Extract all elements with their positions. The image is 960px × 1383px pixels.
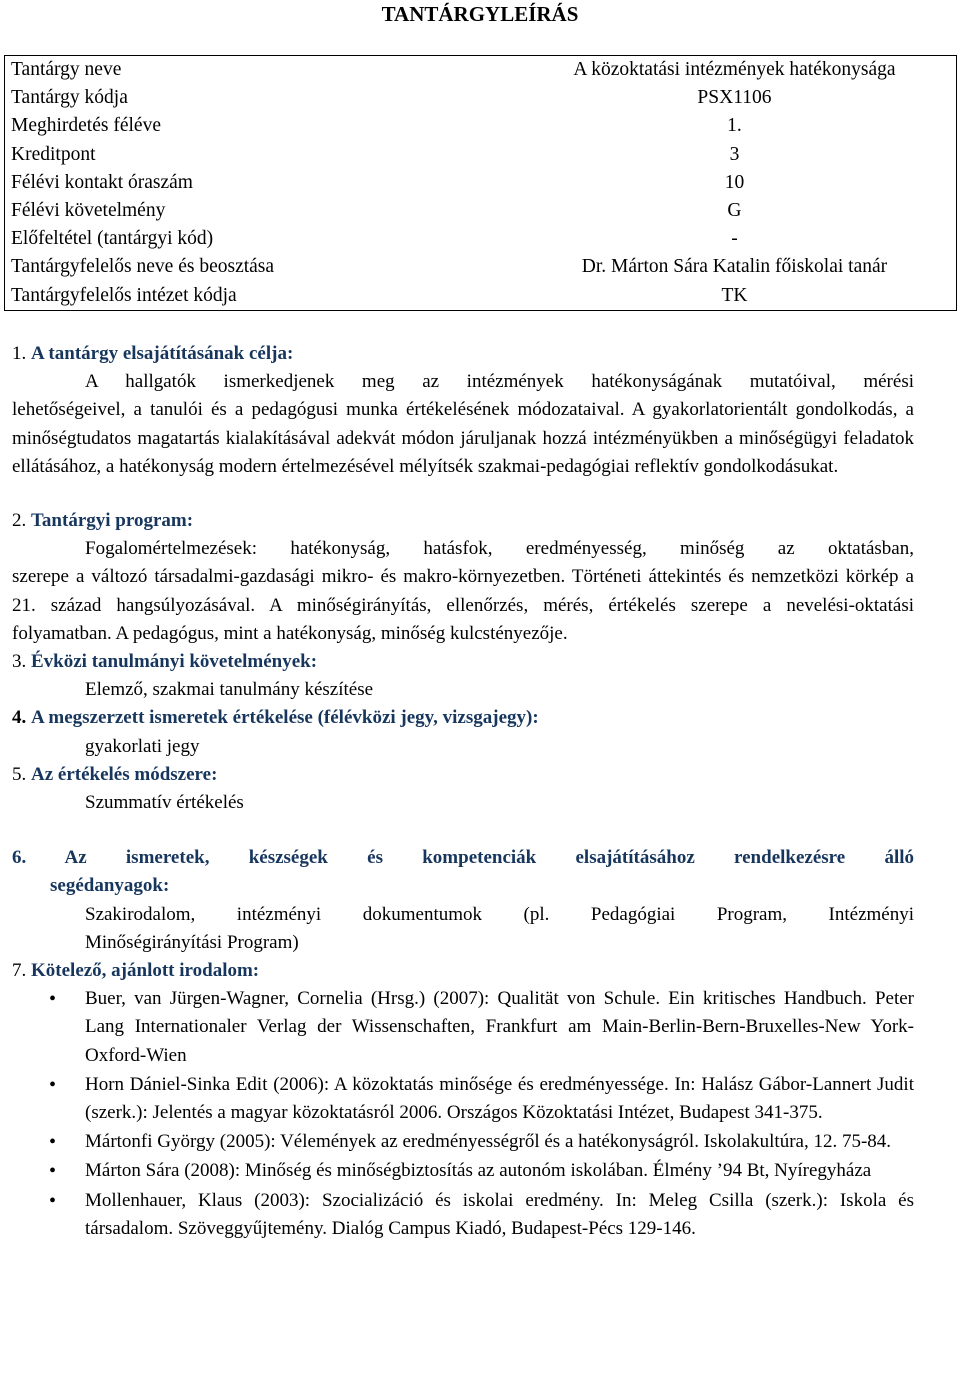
section-5-text: Szummatív értékelés bbox=[85, 792, 244, 814]
section-5-number: 5. bbox=[12, 763, 27, 785]
info-row bbox=[5, 112, 957, 140]
literature-item: • Mollenhauer, Klaus (2003): Szocializáció és iskolai eredmény. In: Meleg Csilla (szerk.): Iskola és társadalom. Szöveggyűjtemény. Dialóg Campus Kiadó, Budapest-Pécs 129-146. bbox=[12, 1187, 914, 1243]
info-value-cell bbox=[433, 282, 957, 311]
info-label: Tantárgyfelelős intézet kódja bbox=[11, 284, 237, 306]
literature-item: • Buer, van Jürgen-Wagner, Cornelia (Hrsg.) (2007): Qualität von Schule. Ein kritisches Handbuch. Peter Lang Internationaler Verlag der Wissenschaften, Frankfurt am Main-Berlin-Bern-Bruxelles-New York-Oxford-Wien bbox=[12, 985, 914, 1070]
info-label: Előfeltétel (tantárgyi kód) bbox=[11, 228, 214, 250]
info-value: 3 bbox=[729, 143, 740, 165]
spacer bbox=[12, 481, 914, 507]
info-value: TK bbox=[721, 284, 748, 306]
section-5-heading bbox=[12, 761, 914, 789]
info-value: 1. bbox=[727, 115, 742, 137]
info-row bbox=[5, 84, 957, 112]
info-label: Kreditpont bbox=[11, 143, 96, 165]
section-6-text bbox=[12, 901, 914, 929]
course-info-body bbox=[5, 56, 957, 311]
section-6-second-line: Minőségirányítási Program) bbox=[85, 931, 299, 953]
section-6-label-line2: segédanyagok: bbox=[50, 875, 170, 897]
info-row bbox=[5, 56, 957, 85]
info-value: G bbox=[727, 200, 742, 222]
course-info-table bbox=[4, 55, 957, 311]
info-value-cell bbox=[433, 225, 957, 253]
section-1-first-line: A hallgatók ismerkedjenek meg az intézmények hatékonyságának mutatóival, mérési bbox=[85, 371, 914, 393]
section-2-heading bbox=[12, 507, 914, 535]
info-label: Tantárgy kódja bbox=[11, 87, 128, 109]
section-2-first-line: Fogalomértelmezések: hatékonyság, hatásfok, eredményesség, minőség az oktatásban, bbox=[85, 538, 914, 560]
literature-list bbox=[12, 985, 914, 1243]
info-value-cell bbox=[433, 169, 957, 197]
spacer bbox=[12, 817, 914, 844]
info-row bbox=[5, 282, 957, 311]
info-row bbox=[5, 169, 957, 197]
section-6-heading bbox=[12, 844, 914, 872]
info-label: Meghirdetés féléve bbox=[11, 115, 161, 137]
section-6-first-line: Szakirodalom, intézményi dokumentumok (pl. Pedagógiai Program, Intézményi bbox=[85, 903, 914, 925]
info-label: Tantárgy neve bbox=[11, 59, 122, 80]
info-value: 10 bbox=[724, 171, 745, 193]
literature-item: • Mártonfi György (2005): Vélemények az eredményességről és a hatékonyságról. Iskolakultúra, 12. 75-84. bbox=[12, 1128, 914, 1156]
section-1-rest: lehetőségeivel, a tanulói és a pedagógusi munka értékelésének módozataival. A gyakorlatorientált gondolkodás, a minőségtudatos magatartás kialakításával adekvát módon járuljanak hozzá intézményükben a minőségügyi feladatok ellátásához, a hatékonyság modern értelmezésével mélyítsék szakmai-pedagógiai reflektív gondolkodásukat. bbox=[12, 399, 914, 477]
section-1-label: A tantárgy elsajátításának célja: bbox=[31, 343, 294, 364]
info-value: PSX1106 bbox=[697, 87, 772, 109]
info-row bbox=[5, 197, 957, 225]
section-1-number: 1. bbox=[12, 343, 27, 364]
section-3-label: Évközi tanulmányi követelmények: bbox=[31, 651, 318, 673]
section-4-label: A megszerzett ismeretek értékelése (félévközi jegy, vizsgajegy): bbox=[31, 707, 539, 729]
section-3-heading bbox=[12, 648, 914, 676]
section-5-label: Az értékelés módszere: bbox=[31, 763, 218, 785]
course-content bbox=[12, 340, 914, 1244]
info-label: Tantárgyfelelős neve és beosztása bbox=[11, 256, 275, 278]
section-2-number: 2. bbox=[12, 510, 27, 532]
info-label: Félévi kontakt óraszám bbox=[11, 171, 193, 193]
info-label: Félévi követelmény bbox=[11, 200, 166, 222]
section-3-number: 3. bbox=[12, 651, 27, 673]
section-7-heading bbox=[12, 957, 914, 985]
info-row bbox=[5, 253, 957, 281]
section-7-number: 7. bbox=[12, 960, 27, 982]
section-1-text bbox=[12, 368, 914, 481]
info-value-cell bbox=[433, 253, 957, 281]
info-value-cell bbox=[433, 112, 957, 140]
info-row bbox=[5, 141, 957, 169]
info-value-cell bbox=[433, 141, 957, 169]
section-6-number: 6. bbox=[12, 847, 27, 869]
literature-item: • Horn Dániel-Sinka Edit (2006): A közoktatás minősége és eredményessége. In: Halász Gábor-Lannert Judit (szerk.): Jelentés a magyar közoktatásról 2006. Országos Közoktatási Intézet, Budapest 341-375. bbox=[12, 1071, 914, 1127]
info-value: A közoktatási intézmények hatékonysága bbox=[573, 59, 896, 80]
page-title: TANTÁRGYLEÍRÁS bbox=[381, 2, 579, 26]
section-4-heading bbox=[12, 704, 914, 732]
section-3-text: Elemző, szakmai tanulmány készítése bbox=[85, 679, 374, 701]
section-7-label: Kötelező, ajánlott irodalom: bbox=[31, 960, 260, 982]
section-2-rest: szerepe a változó társadalmi-gazdasági mikro- és makro-környezetben. Történeti áttekintés és nemzetközi körkép a 21. század hangsúlyozásával. A minőségirányítás, ellenőrzés, mérés, értékelés szerepe a nevelési-oktatási folyamatban. A pedagógus, mint a hatékonyság, minőség kulcstényezője. bbox=[12, 566, 914, 644]
info-value-cell bbox=[433, 56, 957, 85]
info-value-cell bbox=[433, 197, 957, 225]
section-2-text bbox=[12, 535, 914, 648]
section-4-text: gyakorlati jegy bbox=[85, 735, 200, 757]
info-row bbox=[5, 225, 957, 253]
info-value: Dr. Márton Sára Katalin főiskolai tanár bbox=[581, 256, 888, 278]
info-value: - bbox=[731, 228, 738, 250]
section-1-heading bbox=[12, 340, 914, 368]
info-value-cell bbox=[433, 84, 957, 112]
section-6-label-line1: Az ismeretek, készségek és kompetenciák elsajátításához rendelkezésre álló bbox=[64, 847, 915, 869]
section-2-label: Tantárgyi program: bbox=[31, 510, 194, 532]
literature-item: • Márton Sára (2008): Minőség és minőségbiztosítás az autonóm iskolában. Élmény ’94 Bt, Nyíregyháza bbox=[12, 1157, 914, 1185]
section-4-number: 4. bbox=[12, 707, 27, 729]
